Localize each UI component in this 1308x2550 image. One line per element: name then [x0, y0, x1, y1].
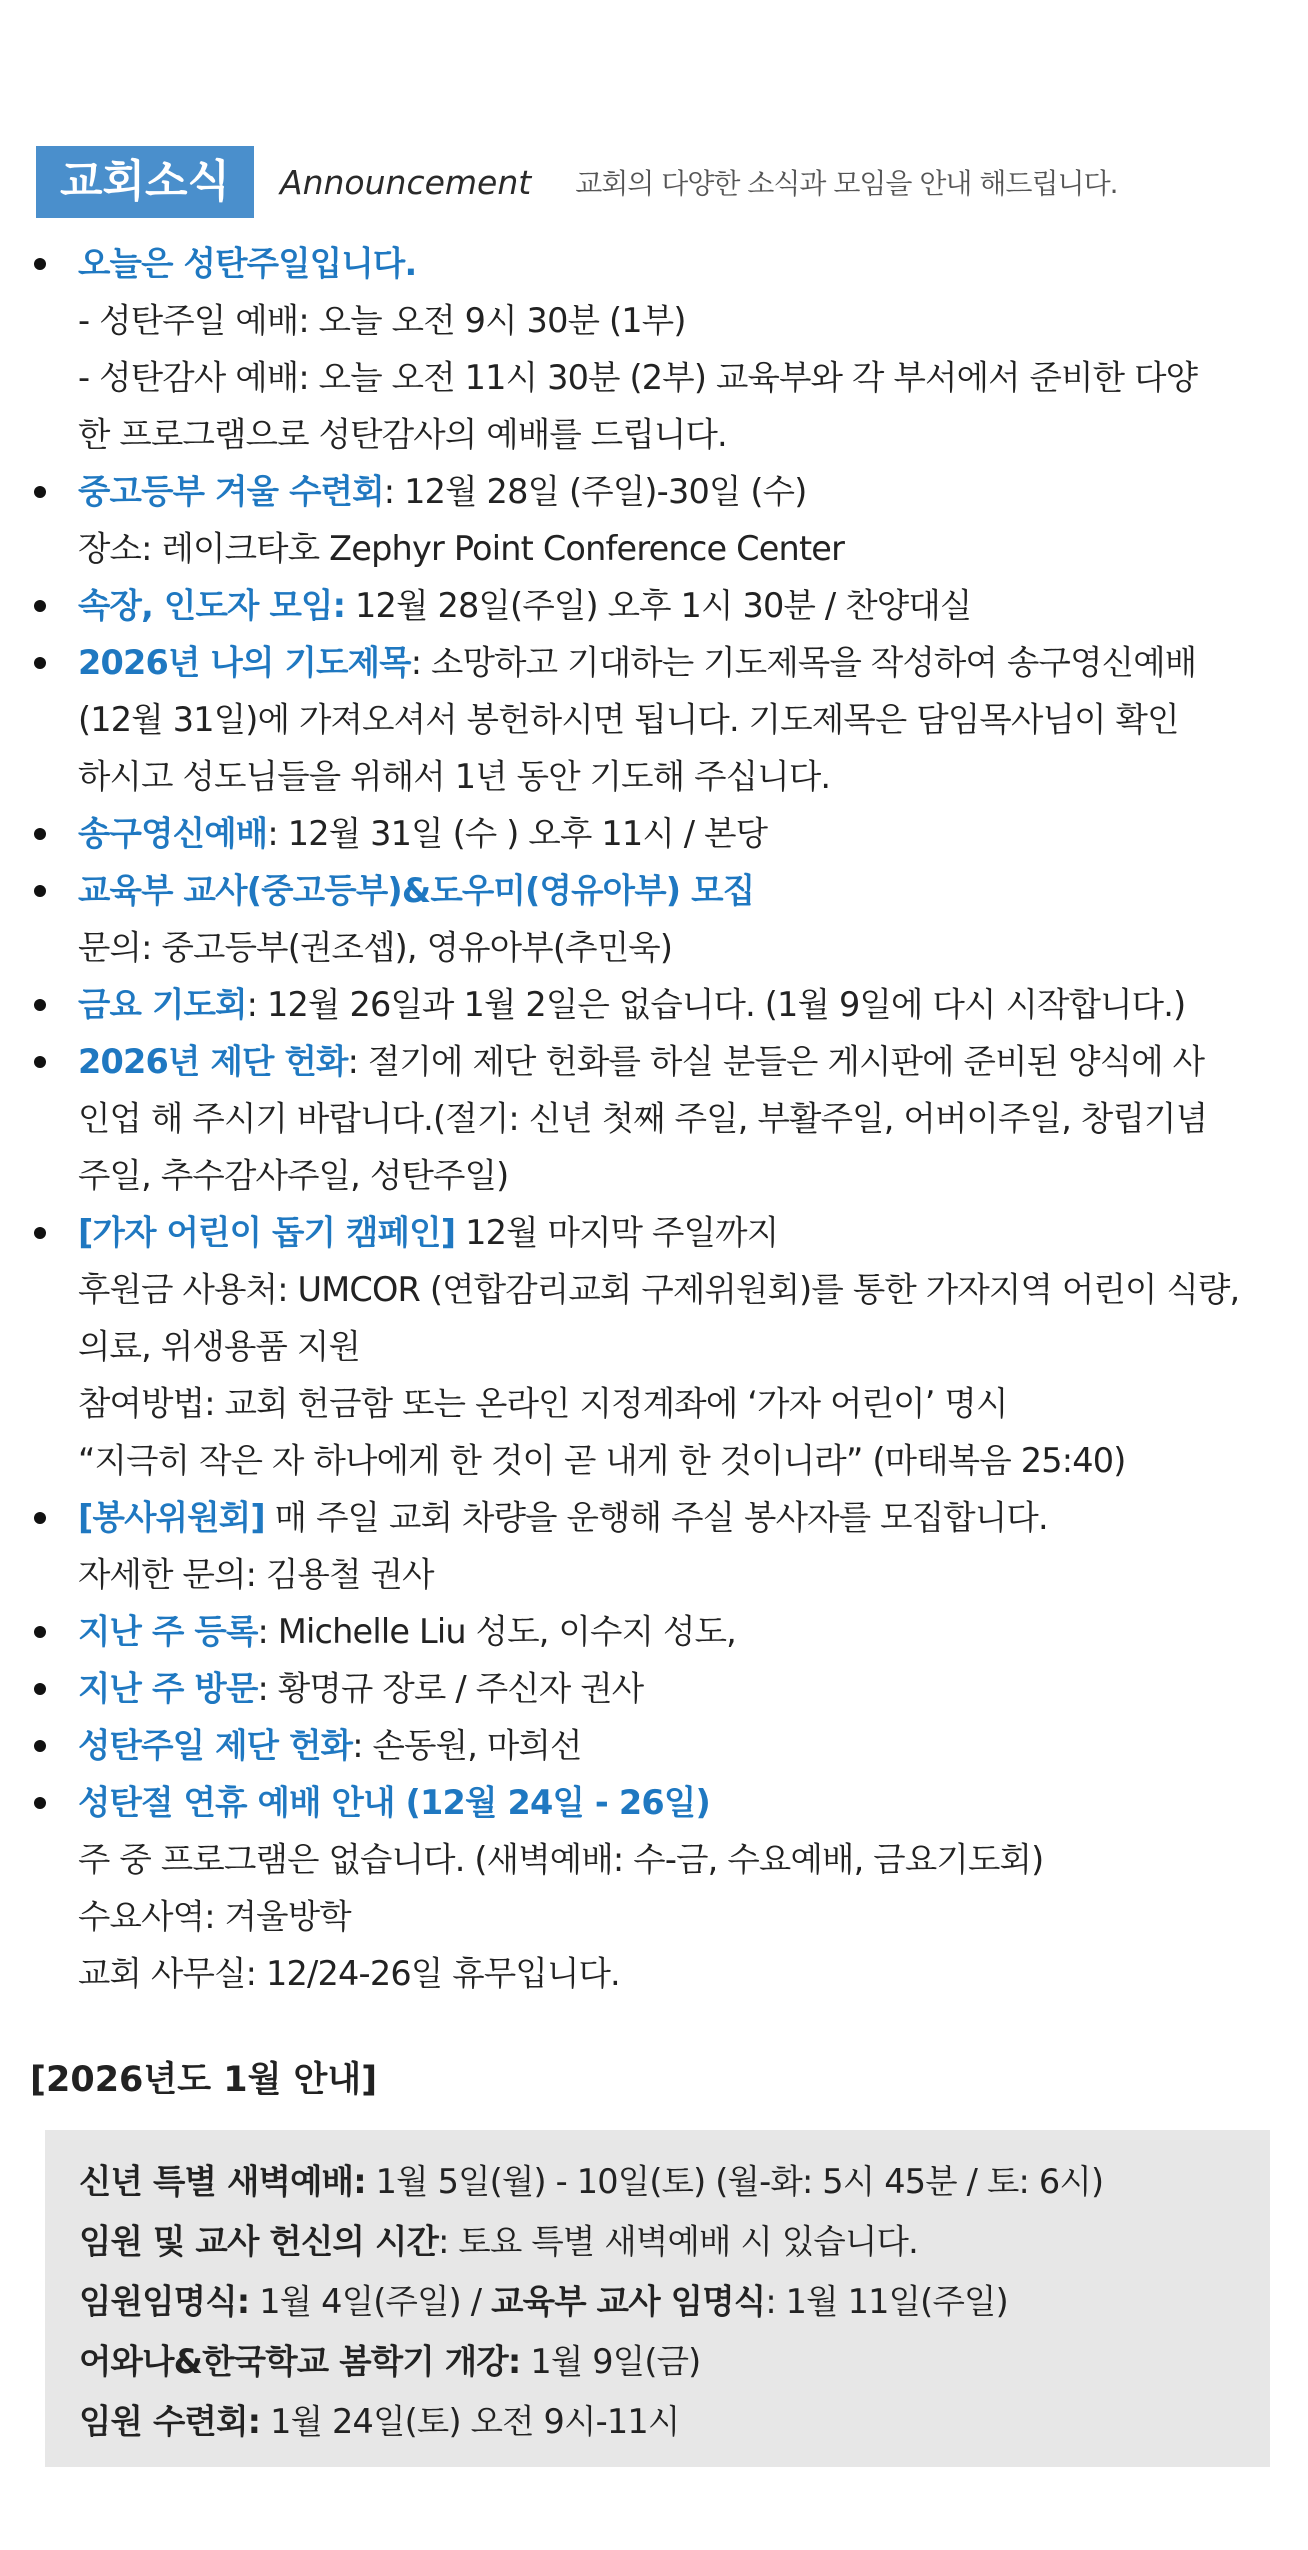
item-line: 문의: 중고등부(권조셉), 영유아부(추민욱) [78, 928, 673, 967]
bullet-icon [34, 1683, 46, 1695]
bullet-icon [34, 600, 46, 612]
item-line: 인업 해 주시기 바랍니다.(절기: 신년 첫째 주일, 부활주일, 어버이주일, 창립기념 [78, 1099, 1208, 1138]
january-label: 신년 특별 새벽예배: [79, 2162, 366, 2201]
item-highlight: 오늘은 성탄주일입니다. [78, 244, 417, 283]
item-text: : 소망하고 기대하는 기도제목을 작성하여 송구영신예배 [410, 643, 1197, 682]
bullet-icon [34, 1227, 46, 1239]
list-item [28, 634, 1290, 805]
item-line: 참여방법: 교회 헌금함 또는 온라인 지정계좌에 ‘가자 어린이’ 명시 [78, 1384, 1008, 1423]
list-item [28, 577, 1290, 634]
item-line: - 성탄감사 예배: 오늘 오전 11시 30분 (2부) 교육부와 각 부서에서 준비한 다양 [78, 358, 1198, 397]
january-label: 임원임명식: [79, 2282, 250, 2321]
list-item [28, 976, 1290, 1033]
list-item [28, 463, 1290, 577]
january-label: 어와나&한국학교 봄학기 개강: [79, 2342, 521, 2381]
section-badge: 교회소식 [36, 146, 254, 218]
item-highlight: 중고등부 겨울 수련회 [78, 472, 384, 511]
list-item [28, 805, 1290, 862]
item-line: 주 중 프로그램은 없습니다. (새벽예배: 수-금, 수요예배, 금요기도회) [78, 1840, 1044, 1879]
item-highlight: [봉사위원회] [78, 1498, 265, 1537]
item-text: : 황명규 장로 / 주신자 권사 [257, 1669, 644, 1708]
item-text: 12월 마지막 주일까지 [455, 1213, 779, 1252]
bullet-icon [34, 486, 46, 498]
january-text: 1월 4일(주일) / [249, 2282, 492, 2321]
announcement-list [28, 235, 1290, 2002]
bullet-icon [34, 258, 46, 270]
announcement-header [36, 146, 1118, 218]
bullet-icon [34, 999, 46, 1011]
item-text: : 손동원, 마희선 [352, 1726, 582, 1765]
item-line: 자세한 문의: 김용철 권사 [78, 1555, 434, 1594]
item-highlight: [가자 어린이 돕기 캠페인] [78, 1213, 456, 1252]
item-highlight: 성탄주일 제단 헌화 [78, 1726, 353, 1765]
item-highlight: 2026년 제단 헌화 [78, 1042, 348, 1081]
january-line [79, 2272, 1236, 2332]
item-highlight: 지난 주 방문 [78, 1669, 258, 1708]
list-item [28, 1603, 1290, 1660]
bullet-icon [34, 657, 46, 669]
january-label: 교육부 교사 임명식 [491, 2282, 766, 2321]
item-line: 후원금 사용처: UMCOR (연합감리교회 구제위원회)를 통한 가자지역 어린이 식량, [78, 1270, 1240, 1309]
list-item [28, 1033, 1290, 1204]
item-text: : 12월 26일과 1월 2일은 없습니다. (1월 9일에 다시 시작합니다.) [246, 985, 1186, 1024]
item-text: : Michelle Liu 성도, 이수지 성도, [257, 1612, 736, 1651]
january-section-title: [2026년도 1월 안내] [30, 2060, 378, 2100]
january-text: 1월 24일(토) 오전 9시-11시 [260, 2402, 680, 2441]
item-line: 교회 사무실: 12/24-26일 휴무입니다. [78, 1954, 620, 1993]
list-item [28, 1489, 1290, 1603]
item-highlight: 2026년 나의 기도제목 [78, 643, 411, 682]
bullet-icon [34, 1056, 46, 1068]
january-info-box [45, 2130, 1270, 2467]
bullet-icon [34, 1626, 46, 1638]
item-highlight: 지난 주 등록 [78, 1612, 258, 1651]
january-label: 임원 및 교사 헌신의 시간 [79, 2222, 439, 2261]
bullet-icon [34, 1797, 46, 1809]
header-description: 교회의 다양한 소식과 모임을 안내 해드립니다. [575, 167, 1118, 200]
bullet-icon [34, 1740, 46, 1752]
item-text: : 12월 31일 (수 ) 오후 11시 / 본당 [267, 814, 768, 853]
item-text: : 12월 28일 (주일)-30일 (수) [383, 472, 807, 511]
item-line: “지극히 작은 자 하나에게 한 것이 곧 내게 한 것이니라” (마태복음 25:40) [78, 1441, 1126, 1480]
january-text: : 토요 특별 새벽예배 시 있습니다. [438, 2222, 918, 2261]
item-text: 12월 28일(주일) 오후 1시 30분 / 찬양대실 [345, 586, 972, 625]
list-item [28, 1717, 1290, 1774]
item-line: - 성탄주일 예배: 오늘 오전 9시 30분 (1부) [78, 301, 686, 340]
item-line: 주일, 추수감사주일, 성탄주일) [78, 1156, 509, 1195]
list-item [28, 1774, 1290, 2002]
list-item [28, 235, 1290, 463]
january-label: 임원 수련회: [79, 2402, 261, 2441]
item-line: 수요사역: 겨울방학 [78, 1897, 351, 1936]
january-text: 1월 9일(금) [520, 2342, 701, 2381]
item-highlight: 성탄절 연휴 예배 안내 (12월 24일 - 26일) [78, 1783, 710, 1822]
january-line [79, 2152, 1236, 2212]
item-line: 의료, 위생용품 지원 [78, 1327, 361, 1366]
january-text: 1월 5일(월) - 10일(토) (월-화: 5시 45분 / 토: 6시) [365, 2162, 1104, 2201]
list-item [28, 1204, 1290, 1489]
bullet-icon [34, 828, 46, 840]
item-line: 장소: 레이크타호 Zephyr Point Conference Center [78, 529, 845, 568]
item-highlight: 금요 기도회 [78, 985, 247, 1024]
january-line [79, 2392, 1236, 2452]
item-line: 한 프로그램으로 성탄감사의 예배를 드립니다. [78, 415, 727, 454]
item-line: 하시고 성도님들을 위해서 1년 동안 기도해 주십니다. [78, 757, 831, 796]
item-text: : 절기에 제단 헌화를 하실 분들은 게시판에 준비된 양식에 사 [347, 1042, 1205, 1081]
item-text: 매 주일 교회 차량을 운행해 주실 봉사자를 모집합니다. [264, 1498, 1048, 1537]
header-title-en: Announcement [280, 162, 532, 202]
january-line [79, 2332, 1236, 2392]
item-highlight: 속장, 인도자 모임: [78, 586, 346, 625]
item-line: (12월 31일)에 가져오셔서 봉헌하시면 됩니다. 기도제목은 담임목사님이 확인 [78, 700, 1179, 739]
january-text: : 1월 11일(주일) [765, 2282, 1008, 2321]
item-highlight: 송구영신예배 [78, 814, 268, 853]
list-item [28, 1660, 1290, 1717]
item-highlight: 교육부 교사(중고등부)&도우미(영유아부) 모집 [78, 871, 755, 910]
january-line [79, 2212, 1236, 2272]
bullet-icon [34, 885, 46, 897]
list-item [28, 862, 1290, 976]
bullet-icon [34, 1512, 46, 1524]
